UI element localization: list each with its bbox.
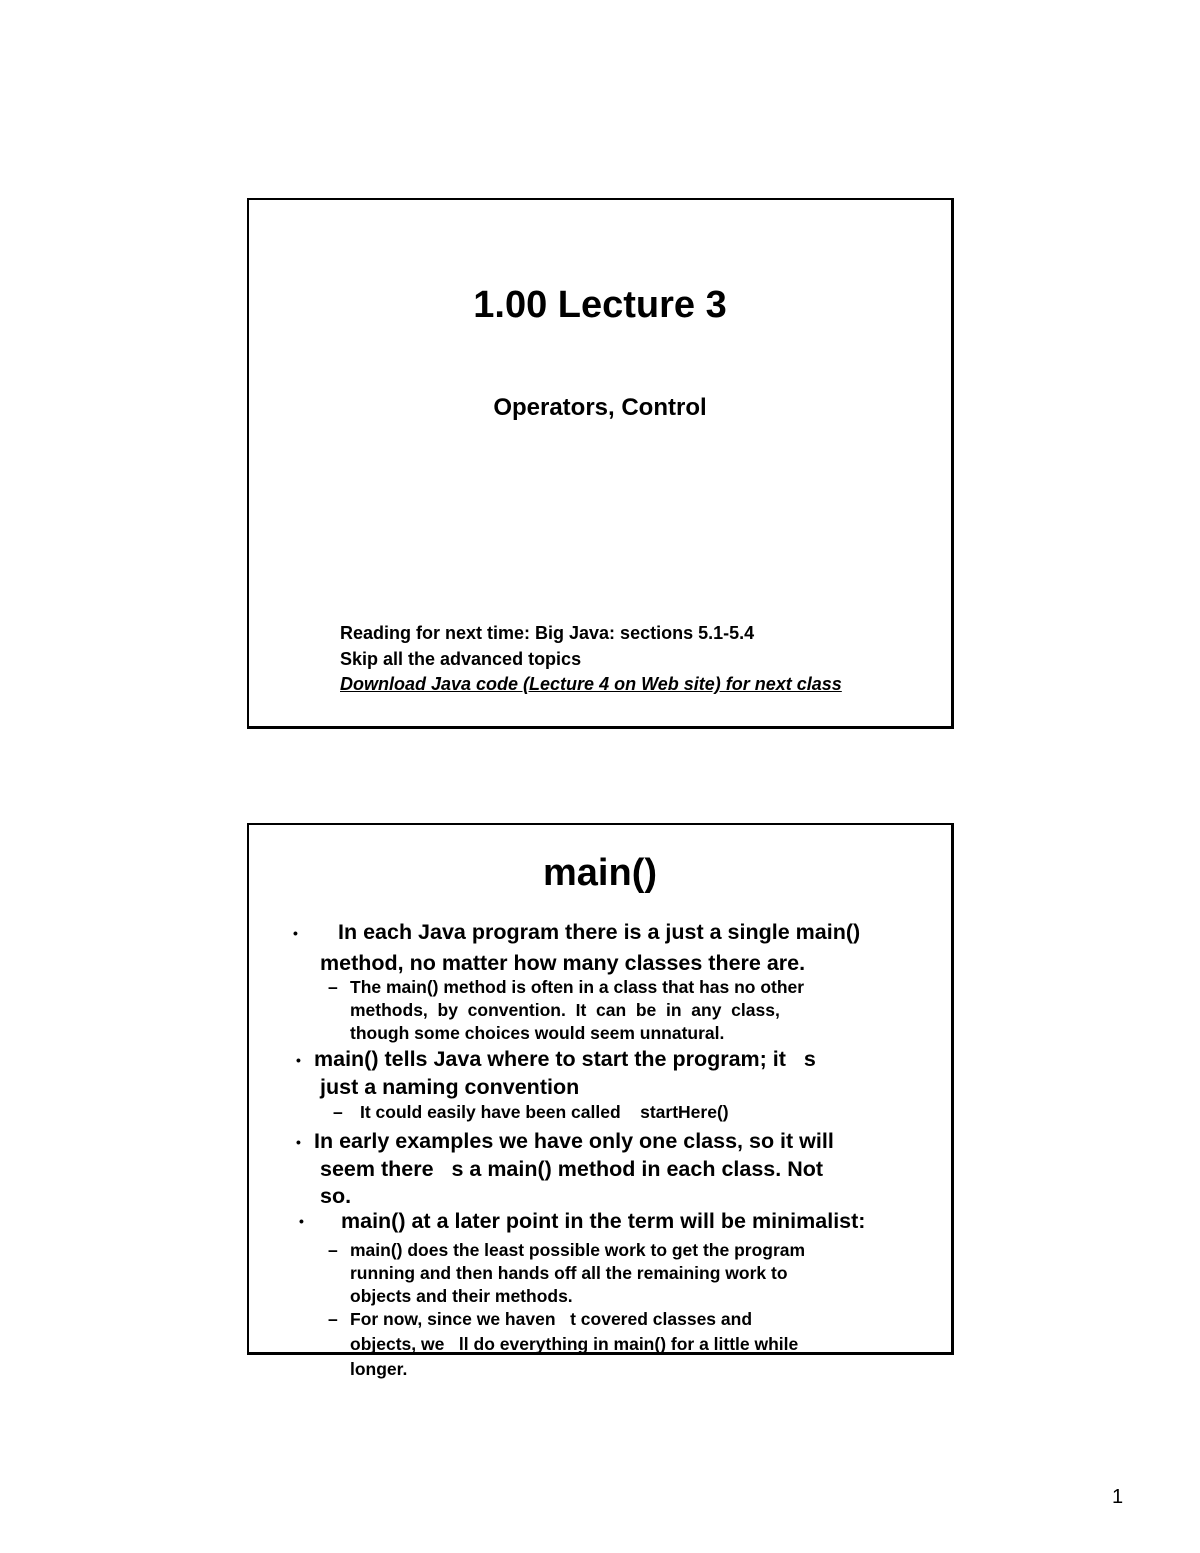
bullet-4-sub-2-line-2: objects, we ll do everything in main() for a little while (350, 1334, 799, 1354)
bullet-4-sub-1-line-1: main() does the least possible work to get the program (350, 1240, 806, 1260)
bullet-3-line-3: so. (320, 1184, 352, 1208)
bullet-2-line-2: just a naming convention (320, 1075, 580, 1099)
bullet-glyph: • (296, 1052, 301, 1068)
bullet-glyph: • (293, 925, 298, 941)
bullet-2-line-1: main() tells Java where to start the program; it s (314, 1047, 816, 1071)
bullet-1-sub-line-1: The main() method is often in a class that has no other (350, 977, 805, 997)
reading-note: Reading for next time: Big Java: sections 5.1-5.4 (340, 623, 755, 643)
slide-2-title: main() (543, 852, 657, 894)
dash-glyph: – (333, 1102, 343, 1122)
bullet-1-sub-line-2: methods, by convention. It can be in any class, (350, 1000, 780, 1020)
dash-glyph: – (328, 977, 338, 997)
slide-1-title: 1.00 Lecture 3 (473, 284, 727, 326)
bullet-2-sub-line-1: It could easily have been called startHere() (360, 1102, 729, 1122)
slide-1-frame (247, 198, 954, 729)
bullet-4-sub-2-line-3: longer. (350, 1359, 408, 1379)
download-note: Download Java code (Lecture 4 on Web site) for next class (340, 674, 842, 694)
bullet-4-line-1: main() at a later point in the term will be minimalist: (341, 1209, 866, 1233)
skip-note: Skip all the advanced topics (340, 649, 582, 669)
bullet-3-line-2: seem there s a main() method in each class. Not (320, 1157, 824, 1181)
bullet-glyph: • (299, 1213, 304, 1229)
bullet-4-sub-1-line-2: running and then hands off all the remaining work to (350, 1263, 788, 1283)
bullet-4-sub-2-line-1: For now, since we haven t covered classes and (350, 1309, 753, 1329)
bullet-4-sub-1-line-3: objects and their methods. (350, 1286, 573, 1306)
bullet-glyph: • (296, 1134, 301, 1150)
dash-glyph: – (328, 1240, 338, 1260)
page-number: 1 (1112, 1486, 1124, 1508)
bullet-1-line-1: In each Java program there is a just a single main() (338, 920, 861, 944)
bullet-3-line-1: In early examples we have only one class, so it will (314, 1129, 834, 1153)
slide-1-subtitle: Operators, Control (493, 394, 707, 421)
bullet-1-sub-line-3: though some choices would seem unnatural. (350, 1023, 725, 1043)
dash-glyph: – (328, 1309, 338, 1329)
bullet-1-line-2: method, no matter how many classes there are. (320, 951, 806, 975)
